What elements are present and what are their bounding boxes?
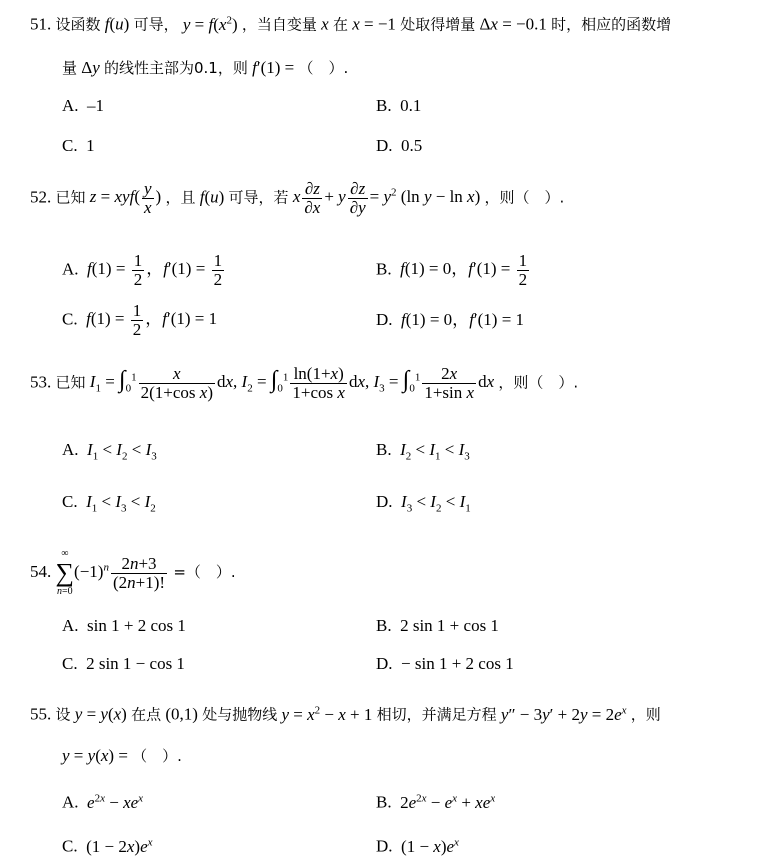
- question-51-line-1: [30, 10, 671, 35]
- option-d[interactable]: [376, 654, 514, 674]
- formula: f(u): [199, 187, 225, 207]
- option-label: A.: [62, 792, 79, 812]
- option-c[interactable]: [62, 302, 217, 339]
- formula: (0,1): [165, 704, 198, 724]
- option-d[interactable]: [376, 310, 524, 330]
- text: 处取得增量: [400, 15, 476, 34]
- option-d[interactable]: [376, 492, 471, 518]
- option-label: A.: [62, 616, 79, 635]
- option-label: A.: [62, 259, 79, 279]
- option-label: B.: [376, 440, 392, 459]
- text: 时，相应的函数增: [551, 15, 672, 34]
- formula: y = y(x) =: [62, 746, 128, 765]
- question-number: 54.: [30, 561, 52, 581]
- option-a[interactable]: [62, 440, 157, 466]
- formula: ∞ ∑ n=0 $(-1)^n$ $\frac{2n+3}{(2n+1)!}$: [55, 548, 166, 597]
- option-value: 0.1: [400, 96, 422, 115]
- question-54-line-1: [30, 548, 236, 598]
- option-formula: $2e^{2x} - e^x + xe^x$: [400, 792, 496, 812]
- option-formula: $I_3 < I_2 < I_1$: [401, 492, 471, 515]
- formula: z = xyf( $\frac{y}{x}$ ): [89, 179, 162, 217]
- option-label: C.: [62, 492, 78, 511]
- option-a[interactable]: [62, 96, 104, 116]
- option-c[interactable]: [62, 654, 185, 674]
- option-label: B.: [376, 259, 392, 279]
- option-d[interactable]: [376, 136, 422, 156]
- formula: f′(1) =: [252, 58, 295, 77]
- option-b[interactable]: [376, 96, 421, 116]
- option-formula: − sin 1 + 2 cos 1: [401, 654, 514, 673]
- question-55-line-2: [62, 746, 182, 766]
- formula: $y = f(x^2)$: [182, 14, 238, 34]
- option-b[interactable]: [376, 788, 495, 813]
- option-formula: $e^{2x} - xe^x$: [87, 792, 144, 812]
- question-number: 52.: [30, 187, 52, 207]
- text: ，则（ ）.: [498, 373, 579, 392]
- option-formula: 2 sin 1 + cos 1: [400, 616, 499, 635]
- option-b[interactable]: [376, 252, 531, 289]
- option-label: A.: [62, 440, 79, 459]
- text: 的线性主部为0.1，则: [104, 59, 248, 77]
- text: 处与抛物线: [202, 705, 278, 724]
- text: 量: [62, 59, 78, 77]
- option-value: 1: [86, 136, 95, 155]
- text: （ ）.: [132, 747, 182, 765]
- option-value: –1: [87, 96, 105, 115]
- option-label: A.: [62, 96, 79, 115]
- text: ，且: [165, 188, 196, 207]
- question-number: 53.: [30, 372, 52, 392]
- option-label: D.: [376, 836, 393, 856]
- text: 可导，: [133, 15, 179, 34]
- option-formula: f(1) = 0，f′(1) = $\frac{1}{2}$: [400, 251, 528, 289]
- question-53-line-1: [30, 365, 578, 402]
- option-label: C.: [62, 309, 78, 329]
- option-label: D.: [376, 654, 393, 673]
- option-d[interactable]: [376, 832, 459, 857]
- option-formula: f(1) = 0，f′(1) = 1: [401, 310, 525, 329]
- option-c[interactable]: [62, 832, 153, 857]
- option-label: B.: [376, 96, 392, 115]
- formula: $I_1 = \int_0^1$ $\frac{x}{\text{2(1+cos x)}}$ dx, $I_2 = \int_0^1$ $\frac{\ln(1+x)}{\text{1+cos x}}$ dx, $I_3 = \int_0^1$ $\frac{2x}{\text{1+sin x}}$ dx: [89, 364, 495, 402]
- option-label: C.: [62, 136, 78, 155]
- option-label: D.: [376, 492, 393, 511]
- text: ，则（ ）.: [484, 188, 565, 207]
- option-formula: $I_1 < I_3 < I_2$: [86, 492, 156, 515]
- text: ，则: [630, 705, 661, 724]
- option-a[interactable]: [62, 252, 226, 289]
- text: =（ ）.: [173, 562, 236, 581]
- question-55-line-1: [30, 700, 661, 725]
- text: 已知: [55, 373, 86, 392]
- option-label: B.: [376, 792, 392, 812]
- option-label: D.: [376, 136, 393, 155]
- text: 设函数: [55, 15, 101, 34]
- formula: Δx = −0.1: [479, 14, 547, 34]
- text: （ ）.: [298, 59, 349, 77]
- text: 在: [332, 15, 348, 34]
- question-number: 51.: [30, 14, 52, 34]
- formula: x: [321, 14, 329, 34]
- option-a[interactable]: [62, 616, 186, 636]
- option-a[interactable]: [62, 788, 143, 813]
- formula: f(u): [104, 14, 130, 34]
- formula: x = −1: [352, 14, 396, 34]
- option-b[interactable]: [376, 616, 499, 636]
- question-51-line-2: [62, 58, 348, 78]
- formula: $y'' - 3y' + 2y = 2e^x$: [500, 704, 627, 724]
- option-formula: $I_2 < I_1 < I_3$: [400, 440, 470, 463]
- text: ，当自变量: [241, 15, 317, 34]
- text: 可导，若: [228, 188, 289, 207]
- text: 已知: [55, 188, 86, 207]
- question-number: 55.: [30, 704, 52, 724]
- option-value: 0.5: [401, 136, 423, 155]
- formula: $y = x^2 - x + 1$: [281, 704, 373, 724]
- option-formula: f(1) = $\frac{1}{2}$ ，f′(1) = $\frac{1}{2}$: [87, 251, 223, 289]
- text: 设: [55, 705, 71, 724]
- option-c[interactable]: [62, 492, 156, 518]
- option-formula: $(1 - 2x)e^x$: [86, 836, 153, 856]
- option-b[interactable]: [376, 440, 470, 466]
- formula: x $\frac{\partial z}{\partial x}$ + y $\frac{\partial z}{\partial y}$ = $y^2$ (ln y − ln x): [292, 179, 481, 217]
- option-label: C.: [62, 654, 78, 673]
- text: 相切，并满足方程: [376, 705, 497, 724]
- option-c[interactable]: [62, 136, 95, 156]
- option-formula: $(1 - x)e^x$: [401, 836, 459, 856]
- option-label: B.: [376, 616, 392, 635]
- option-formula: 2 sin 1 − cos 1: [86, 654, 185, 673]
- option-formula: sin 1 + 2 cos 1: [87, 616, 186, 635]
- formula: y = y(x): [74, 704, 127, 724]
- option-formula: $I_1 < I_2 < I_3$: [87, 440, 157, 463]
- option-formula: f(1) = $\frac{1}{2}$ ，f′(1) = 1: [86, 301, 218, 339]
- option-label: D.: [376, 310, 393, 329]
- text: 在点: [131, 705, 162, 724]
- question-52-line-1: [30, 180, 564, 217]
- option-label: C.: [62, 836, 78, 856]
- formula: Δy: [81, 58, 100, 77]
